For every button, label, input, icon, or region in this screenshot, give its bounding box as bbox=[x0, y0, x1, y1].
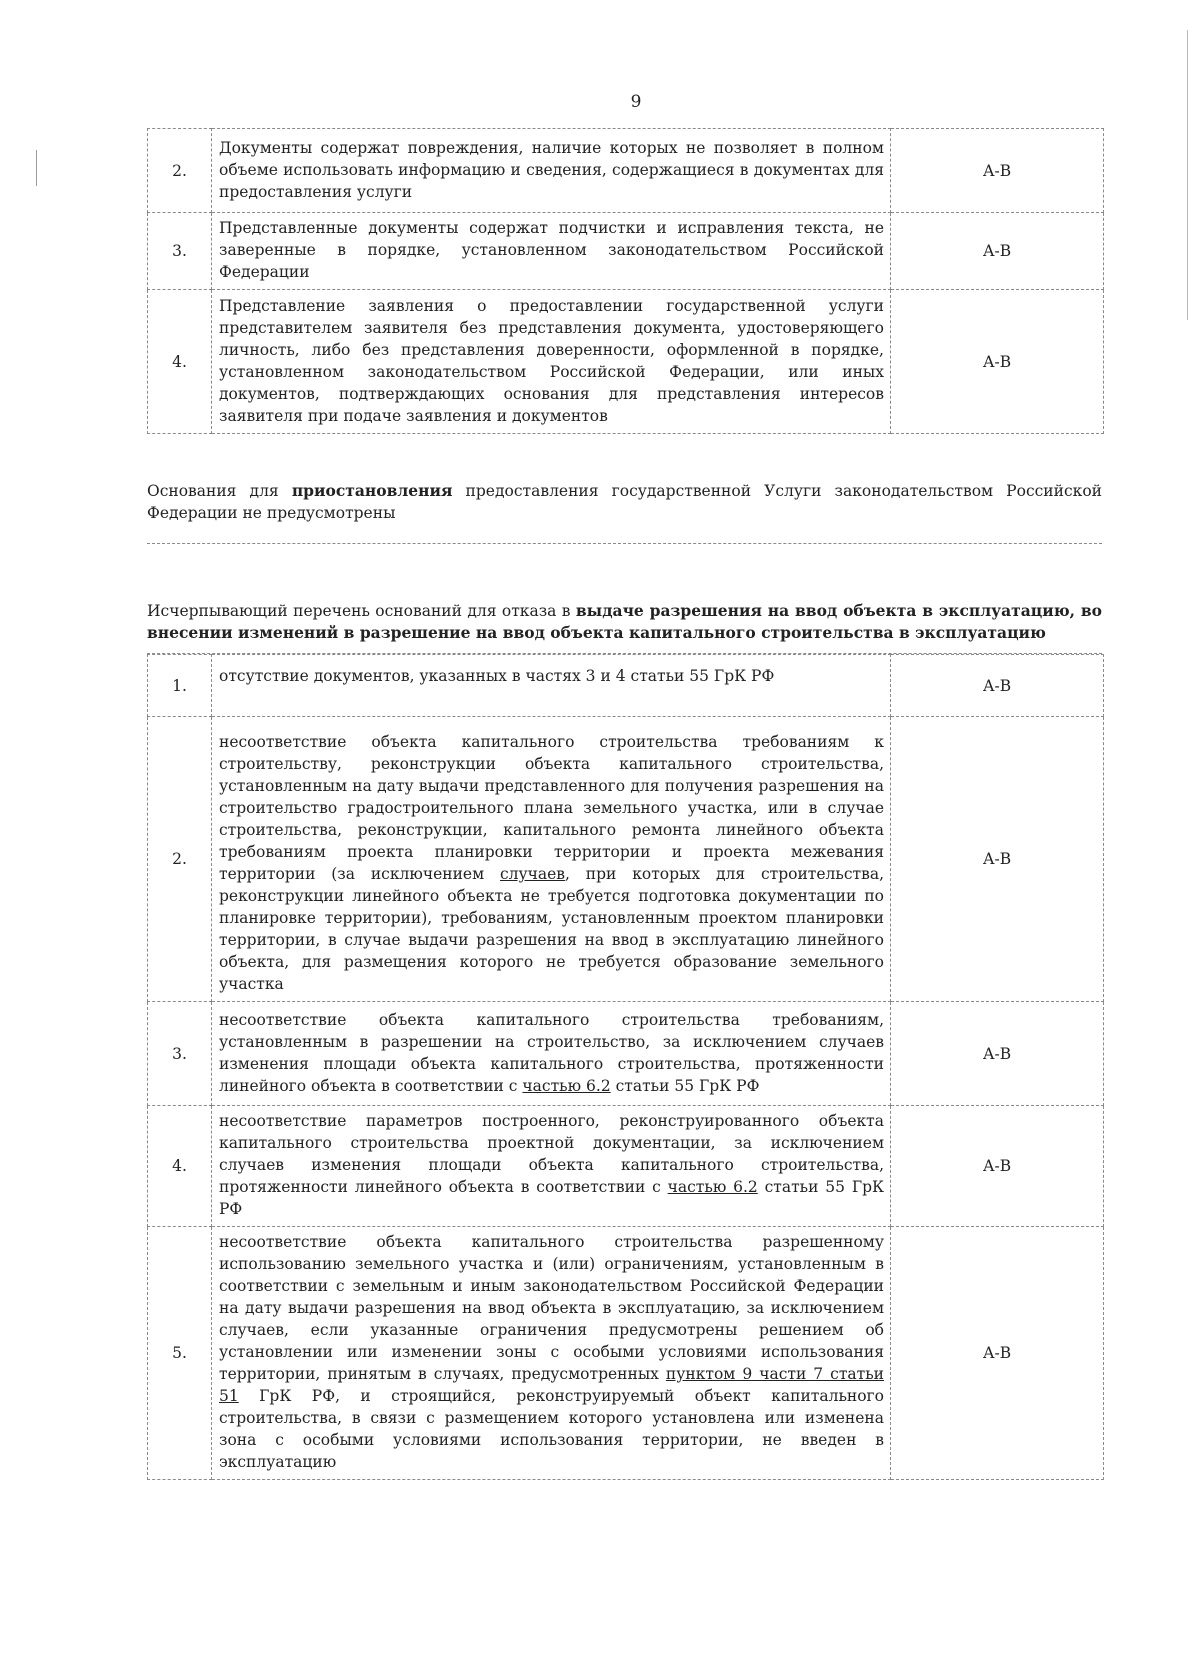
table-row bbox=[148, 213, 1104, 290]
scan-artifact-right bbox=[1187, 30, 1188, 320]
row-number: 4. bbox=[148, 290, 212, 434]
row-number: 2. bbox=[148, 129, 212, 213]
row-code: А-В bbox=[891, 213, 1104, 290]
row-number: 1. bbox=[148, 655, 212, 717]
row-code: А-В bbox=[891, 1002, 1104, 1106]
row-text-part: несоответствие объекта капитального строительства требованиям, установленным в разрешении на строительство, за исключением случаев изменения площади объекта капитального строительства, протяженности линейного объекта в соответствии с bbox=[219, 1010, 884, 1095]
row-text: Представление заявления о предоставлении государственной услуги представителем заявителя без представления документа, удостоверяющего личность, либо без представления доверенности, оформленной в порядке, установленном законодательством Российской Федерации, или иных документов, подтверждающих основания для представления интересов заявителя при подаче заявления и документов bbox=[212, 290, 891, 434]
row-number: 2. bbox=[148, 717, 212, 1002]
page-number: 9 bbox=[630, 92, 642, 112]
row-text-content: отсутствие документов, указанных в частях 3 и 4 статьи 55 ГрК РФ bbox=[219, 667, 775, 685]
legal-reference-link[interactable]: случаев bbox=[500, 865, 566, 883]
refusal-grounds-table bbox=[147, 654, 1104, 1480]
row-text-part: статьи 55 ГрК РФ bbox=[610, 1076, 760, 1095]
suspension-bold-term: приостановления bbox=[291, 481, 453, 500]
row-number: 4. bbox=[148, 1106, 212, 1227]
suspension-section bbox=[147, 434, 1102, 544]
suspension-text-start: Основания для bbox=[147, 482, 292, 500]
row-text: Представленные документы содержат подчистки и исправления текста, не заверенные в порядке, установленном законодательством Российской Федерации bbox=[212, 213, 891, 290]
row-code: А-В bbox=[891, 655, 1104, 717]
row-text-part: несоответствие объекта капитального строительства разрешенному использованию земельного участка и (или) ограничениям, установленным в соответствии с земельным и иным законодательством Российской Федерации на дату выдачи разрешения на ввод объекта в эксплуатацию, за исключением случаев, если указанные ограничения предусмотрены решением об установлении или изменении зоны с особыми условиями использования территории, принятым в случаях, предусмотренных bbox=[219, 1233, 884, 1383]
row-text: Документы содержат повреждения, наличие которых не позволяет в полном объеме использовать информацию и сведения, содержащиеся в документах для предоставления услуги bbox=[212, 129, 891, 213]
legal-reference-link[interactable]: частью 6.2 bbox=[522, 1076, 611, 1095]
row-text-part: статьи 55 ГрК РФ bbox=[219, 1178, 884, 1218]
table-row bbox=[148, 1106, 1104, 1227]
row-text-part: ГрК РФ, и строящийся, реконструируемый объект капитального строительства, в связи с размещением которого установлена или изменена зона с особыми условиями использования территории, не введен в эксплуатацию bbox=[219, 1387, 884, 1471]
row-number: 5. bbox=[148, 1227, 212, 1480]
table-row bbox=[148, 1227, 1104, 1480]
suspension-text-end: предоставления государственной Услуги законодательством Российской Федерации не предусмотрены bbox=[147, 482, 1102, 522]
legal-reference-link[interactable]: пунктом 9 части 7 статьи 51 bbox=[219, 1365, 884, 1405]
scan-artifact-left bbox=[36, 150, 37, 186]
row-code: А-В bbox=[891, 290, 1104, 434]
row-text bbox=[212, 1002, 891, 1106]
refusal-heading-start: Исчерпывающий перечень оснований для отказа в bbox=[147, 602, 576, 620]
row-code: А-В bbox=[891, 1106, 1104, 1227]
table-row bbox=[148, 129, 1104, 213]
row-code: А-В bbox=[891, 129, 1104, 213]
row-text bbox=[212, 1227, 891, 1480]
legal-reference-link[interactable]: частью 6.2 bbox=[667, 1178, 758, 1196]
document-rejection-table bbox=[147, 128, 1104, 434]
row-text-part: несоответствие параметров построенного, реконструированного объекта капитального строительства проектной документации, за исключением случаев изменения площади объекта капитального строительства, протяженности линейного объекта в соответствии с bbox=[219, 1112, 884, 1196]
table-row bbox=[148, 290, 1104, 434]
row-number: 3. bbox=[148, 213, 212, 290]
table-row bbox=[148, 717, 1104, 1002]
row-number: 3. bbox=[148, 1002, 212, 1106]
row-text bbox=[212, 717, 891, 1002]
refusal-heading-bold: выдаче разрешения на ввод объекта в эксплуатацию, во внесении изменений в разрешение на ввод объекта капитального строительства в эксплуатацию bbox=[147, 601, 1102, 642]
row-text-part: несоответствие объекта капитального строительства требованиям к строительству, реконструкции объекта капитального строительства, установленным на дату выдачи представленного для получения разрешения на строительство градостроительного плана земельного участка, или в случае строительства, реконструкции, капитального ремонта линейного объекта требованиям проекта планировки территории и проекта межевания территории (за исключением bbox=[219, 733, 884, 883]
row-text bbox=[212, 1106, 891, 1227]
document-body bbox=[147, 128, 1107, 1480]
table-row bbox=[148, 1002, 1104, 1106]
row-text bbox=[212, 655, 891, 717]
refusal-heading-section bbox=[147, 544, 1102, 654]
table-row bbox=[148, 655, 1104, 717]
row-code: А-В bbox=[891, 717, 1104, 1002]
row-text-part: , при которых для строительства, реконструкции линейного объекта не требуется подготовка документации по планировке территории), требованиям, установленным проектом планировки территории, в случае выдачи разрешения на ввод в эксплуатацию линейного объекта, для размещения которого не требуется образование земельного участка bbox=[219, 865, 884, 993]
row-code: А-В bbox=[891, 1227, 1104, 1480]
